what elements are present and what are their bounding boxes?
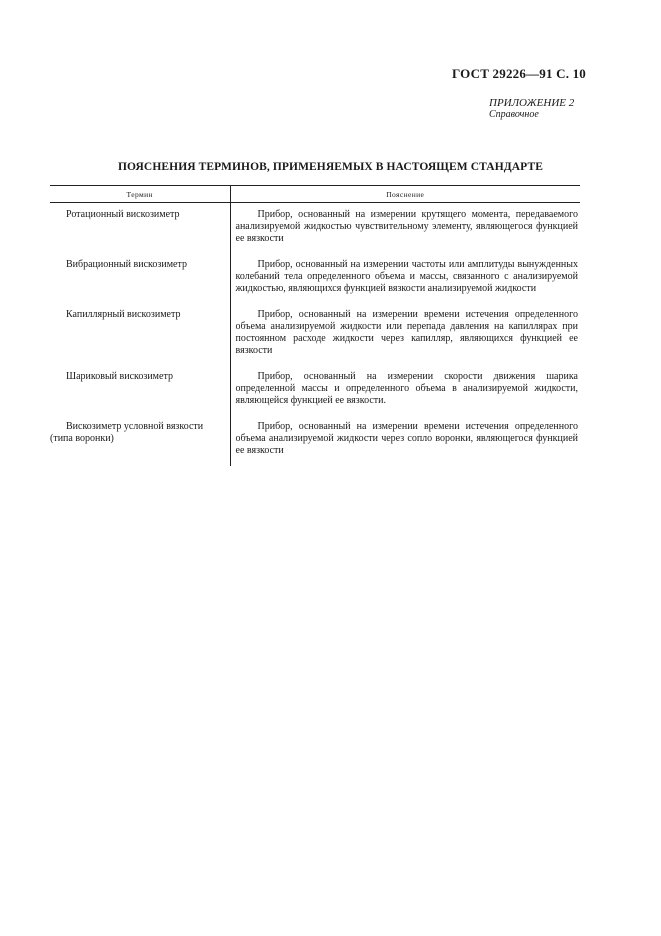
appendix-block (489, 97, 574, 121)
table-row (50, 254, 580, 304)
explanation-cell: Прибор, основанный на измерении времени истечения определенного объема анализируемой жидкости или перепада давления на капиллярах при постоянном расходе жидкости через капилляр, являющихся функцией ее вязкости (235, 309, 578, 356)
term-cell (50, 366, 230, 416)
column-header-term: Термин (50, 186, 230, 203)
term-text: Шариковый вискозиметр (66, 371, 173, 382)
term-text: Капиллярный вискозиметр (66, 309, 181, 320)
table-header-row (50, 186, 580, 203)
term-cell (50, 304, 230, 366)
table-row (50, 304, 580, 366)
explanation-cell: Прибор, основанный на измерении крутящего момента, передаваемого анализируемой жидкостью чувствительному элементу, являющегося функцией ее вязкости (235, 209, 578, 244)
term-cell (50, 203, 230, 255)
standard-code: ГОСТ 29226—91 С. 10 (452, 66, 586, 81)
term-text: Вибрационный вискозиметр (66, 259, 187, 270)
appendix-subtitle: Справочное (489, 109, 539, 120)
explanation-cell: Прибор, основанный на измерении частоты или амплитуды вынужденных колебаний тела определенного объема и массы, связанного с анализируемой жидкостью, являющихся функцией вязкости анализируемой жидкости (235, 259, 578, 294)
term-text: Ротационный вискозиметр (66, 209, 180, 220)
column-header-explanation: Пояснение (230, 186, 580, 203)
explanation-cell: Прибор, основанный на измерении скорости движения шарика определенной массы и определенного объема в анализируемой жидкости, являющейся функцией ее вязкости. (235, 371, 578, 406)
table-row (50, 366, 580, 416)
term-text: Вискозиметр условной вязкости (типа воронки) (50, 421, 204, 444)
page-title: ПОЯСНЕНИЯ ТЕРМИНОВ, ПРИМЕНЯЕМЫХ В НАСТОЯЩЕМ СТАНДАРТЕ (118, 161, 543, 173)
terms-table (50, 185, 580, 466)
term-cell (50, 416, 230, 466)
table-row (50, 203, 580, 255)
explanation-cell: Прибор, основанный на измерении времени истечения определенного объема анализируемой жидкости через сопло воронки, являющегося функцией ее вязкости (235, 421, 578, 456)
table-row (50, 416, 580, 466)
appendix-title: ПРИЛОЖЕНИЕ 2 (489, 97, 575, 109)
term-cell (50, 254, 230, 304)
